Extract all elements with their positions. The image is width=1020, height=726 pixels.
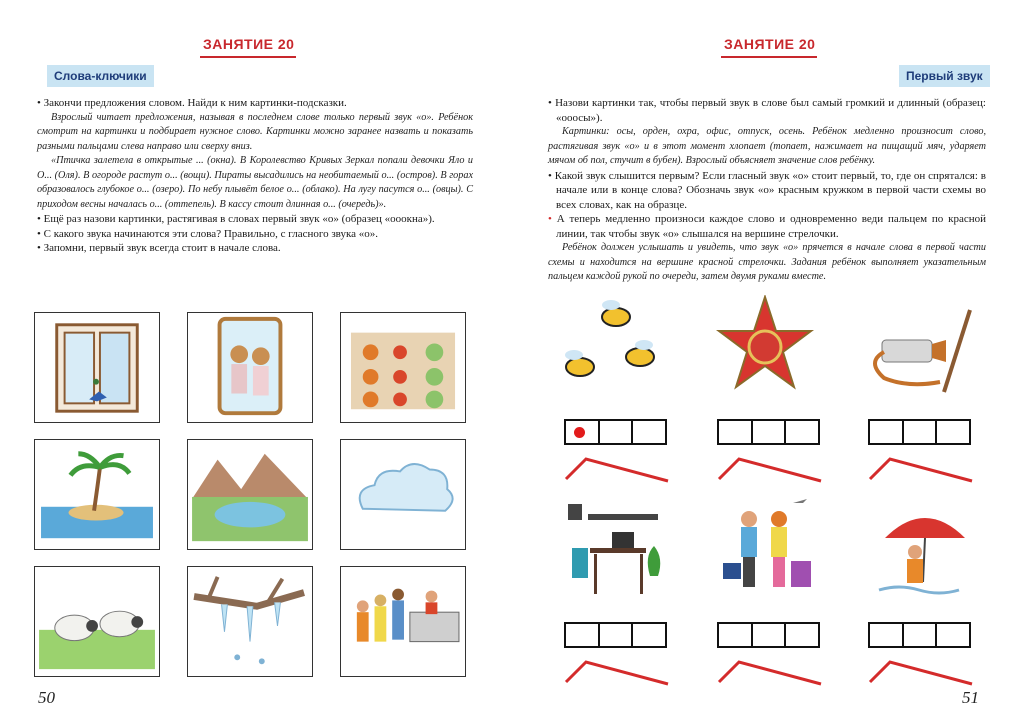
section-tag: Первый звук <box>899 65 990 87</box>
sound-scheme <box>717 622 820 648</box>
red-arrow-line <box>564 656 670 686</box>
scheme-cell[interactable] <box>600 421 634 443</box>
scheme-cell[interactable] <box>719 421 753 443</box>
red-arrow-line <box>868 656 974 686</box>
scheme-cell[interactable] <box>719 624 753 646</box>
page-number: 51 <box>962 688 979 707</box>
picture-wasps <box>556 295 666 405</box>
scheme-cell[interactable] <box>937 421 969 443</box>
scheme-cell[interactable] <box>566 624 600 646</box>
sentences-text: «Птичка залетела в открытые ... (окна). В Королевство Кривых Зеркал попали девочки Яло и О... (Оля). В огороде растут о... (вощи). Пираты высадились на необитаемый о... (остров). В горах образовалось глубокое о... (озеро). По небу плывёт белое о... (облако). На лугу пасутся о... (овцы). С приходом весны началась о... (оттепель). В кассу стоит длинная о... (очередь)». <box>37 155 473 210</box>
scheme-cell[interactable] <box>904 421 938 443</box>
instructions <box>37 96 473 256</box>
scheme-cell[interactable] <box>786 421 818 443</box>
instruction-bullet: • Какой звук слышится первым? Если гласный звук «о» стоит первый, то, где он спрятался: в начале или в конце слова? Обозначь звук «о» красным кружком в первой части схемы во всех словах, как на образце. <box>548 169 986 211</box>
scheme-cell[interactable] <box>870 421 904 443</box>
picture-cloud <box>340 439 466 550</box>
scheme-cell[interactable] <box>937 624 969 646</box>
instruction-bullet: • Ещё раз назови картинки, растягивая в словах первый звук «о» (образец «ооокна»). <box>37 213 435 225</box>
scheme-cell[interactable] <box>566 421 600 443</box>
sound-scheme <box>868 419 971 445</box>
sound-scheme <box>564 419 667 445</box>
scheme-cell[interactable] <box>786 624 818 646</box>
scheme-cell[interactable] <box>904 624 938 646</box>
section-tag: Слова-ключики <box>47 65 154 87</box>
instruction-bullet: • Закончи предложения словом. Найди к ним картинки-подсказки. <box>37 97 347 109</box>
red-arrow-line <box>868 453 974 483</box>
picture-order <box>715 295 815 395</box>
red-arrow-line <box>564 453 670 483</box>
picture-queue <box>340 566 466 677</box>
picture-ochre-paint <box>860 300 980 400</box>
picture-sheep <box>34 566 160 677</box>
instruction-bullet: • Запомни, первый звук всегда стоит в начале слова. <box>37 242 281 254</box>
lesson-title: ЗАНЯТИЕ 20 <box>724 36 816 52</box>
scheme-cell[interactable] <box>633 624 665 646</box>
right-page <box>510 0 1020 726</box>
adult-note: Взрослый читает предложения, называя в последнем слове только первый звук «о». Ребёнок смотрит на картинки и подбирает нужное слово. Картинки можно заранее назвать и показать разными пальцами слева направо или сверху вниз. <box>37 111 473 152</box>
sound-scheme <box>868 622 971 648</box>
adult-note: Картинки: осы, орден, охра, офис, отпуск, осень. Ребёнок медленно произносит слово, растягивая звук «о» и в этот момент хлопает (топает, нажимает на пищащий мяч, ударяет мячом об пол, стучит в бубен). Взрослый объясняет значение слов ребёнку. <box>548 126 986 166</box>
instruction-bullet: • А теперь медленно произноси каждое слово и одновременно веди пальцем по красной линии, так чтобы звук «о» слышался на вершине стрелочки. <box>548 213 986 240</box>
instructions <box>548 96 986 285</box>
picture-girl-mirror <box>187 312 313 423</box>
picture-office <box>558 498 668 602</box>
picture-thaw <box>187 566 313 677</box>
title-underline <box>721 56 817 58</box>
picture-island <box>34 439 160 550</box>
scheme-cell[interactable] <box>600 624 634 646</box>
scheme-cell[interactable] <box>753 421 787 443</box>
picture-window <box>34 312 160 423</box>
scheme-cell[interactable] <box>633 421 665 443</box>
red-chip-marker <box>574 427 585 438</box>
red-arrow-line <box>717 656 823 686</box>
scheme-cell[interactable] <box>870 624 904 646</box>
adult-note: Ребёнок должен услышать и увидеть, что звук «о» прячется в начале слова в первой части схемы и находится на вершине красной стрелочки. Задания ребёнок выполняет указательным пальцем каждой рукой по очереди, затем двумя руками вместе. <box>548 242 986 282</box>
instruction-bullet: • С какого звука начинаются эти слова? Правильно, с гласного звука «о». <box>37 227 379 240</box>
sound-scheme <box>564 622 667 648</box>
picture-autumn <box>865 498 975 602</box>
picture-lake <box>187 439 313 550</box>
scheme-cell[interactable] <box>753 624 787 646</box>
title-underline <box>200 56 296 58</box>
red-arrow-line <box>717 453 823 483</box>
picture-vacation <box>715 495 825 605</box>
picture-vegetables <box>340 312 466 423</box>
instruction-bullet: • Назови картинки так, чтобы первый звук в слове был самый громкий и длинный (образец: «ооосы»). <box>548 97 986 124</box>
page-number: 50 <box>38 688 55 707</box>
lesson-title: ЗАНЯТИЕ 20 <box>203 36 295 52</box>
sound-scheme <box>717 419 820 445</box>
